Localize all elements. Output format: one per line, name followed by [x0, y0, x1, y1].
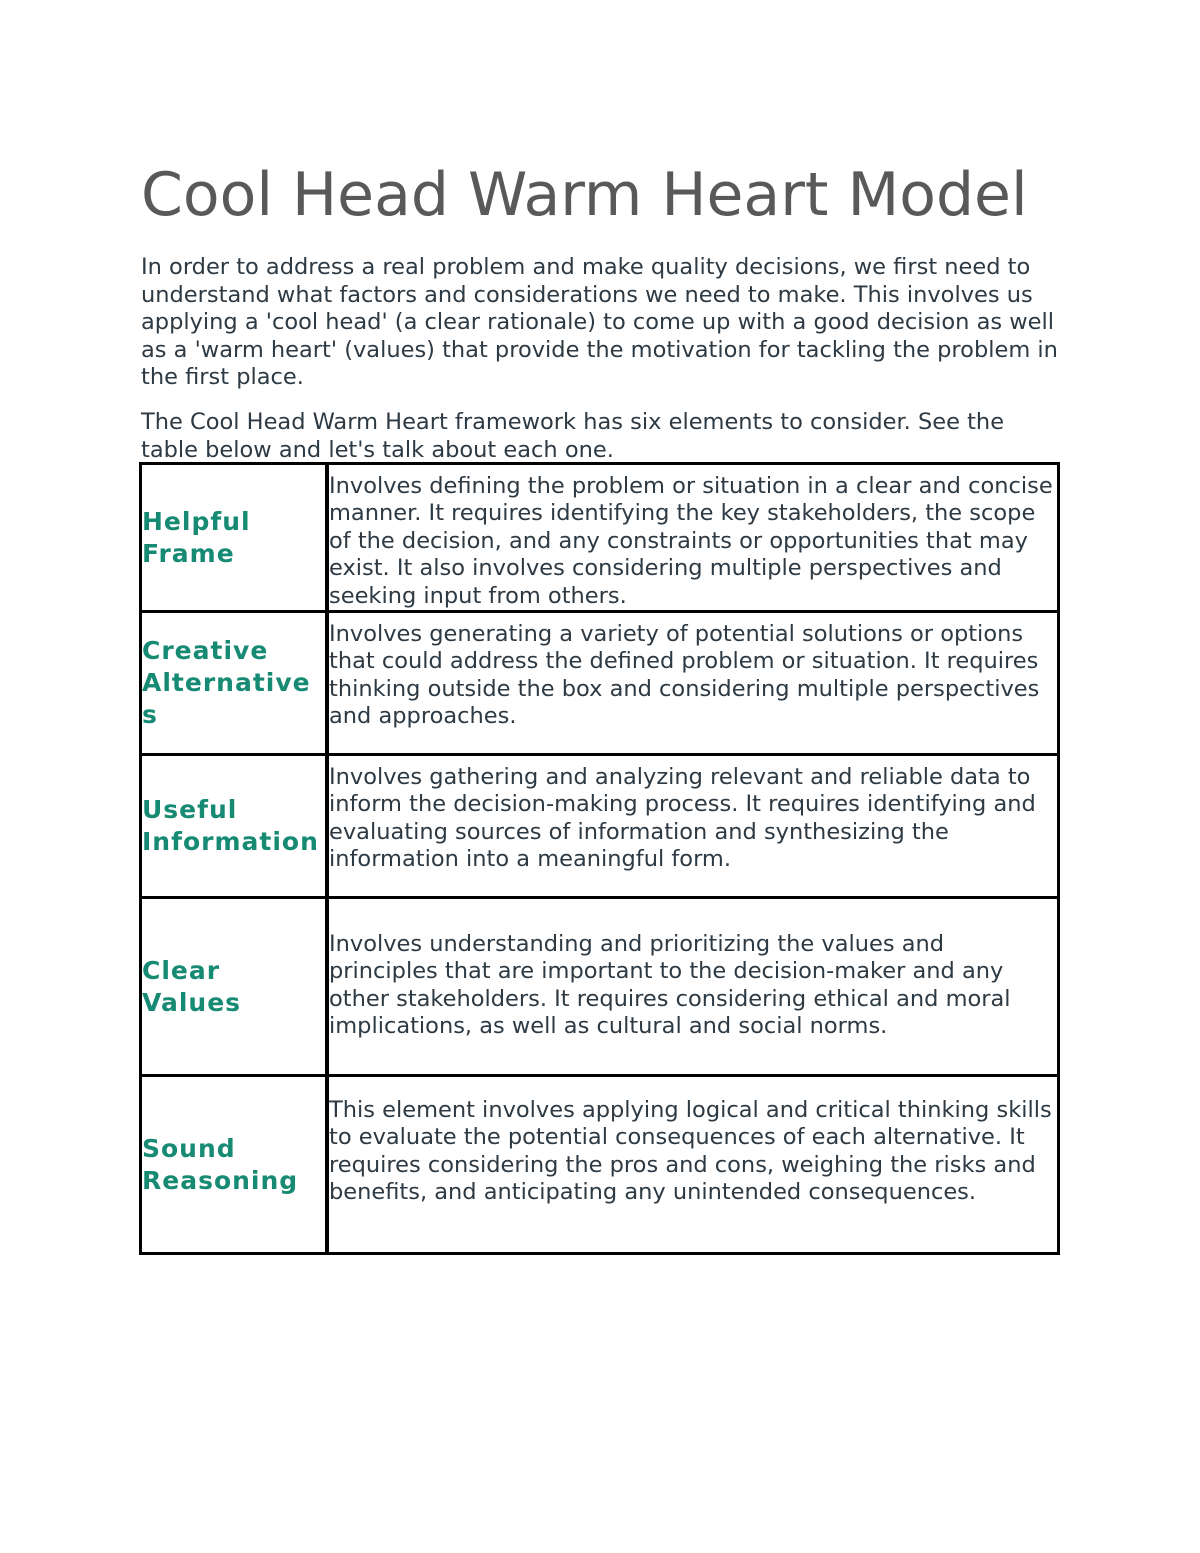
element-description: Involves understanding and prioritizing the values and principles that are important to the decision-maker and any other stakeholders. It requires considering ethical and moral implications, as well as cultural and social norms. [327, 898, 1059, 1076]
intro-paragraph: In order to address a real problem and make quality decisions, we first need to understand what factors and considerations we need to make. This involves us applying a 'cool head' (a clear rationale) to come up with a good decision as well as a 'warm heart' (values) that provide the motivation for tackling the problem in the first place. [141, 254, 1058, 391]
element-label: Helpful Frame [141, 464, 328, 612]
element-label: Useful Information [141, 755, 328, 898]
lead-paragraph: The Cool Head Warm Heart framework has six elements to consider. See the table below and let's talk about each one. [141, 409, 1005, 463]
table-row [141, 755, 1059, 898]
table-row [141, 464, 1059, 612]
element-description: Involves generating a variety of potential solutions or options that could address the defined problem or situation. It requires thinking outside the box and considering multiple perspectives and approaches. [327, 612, 1059, 755]
element-description: This element involves applying logical and critical thinking skills to evaluate the potential consequences of each alternative. It requires considering the pros and cons, weighing the risks and benefits, and anticipating any unintended consequences. [327, 1076, 1059, 1254]
elements-table [139, 462, 1060, 1255]
element-description: Involves gathering and analyzing relevant and reliable data to inform the decision-making process. It requires identifying and evaluating sources of information and synthesizing the information into a meaningful form. [327, 755, 1059, 898]
element-label: Creative Alternatives [141, 612, 328, 755]
element-description: Involves defining the problem or situation in a clear and concise manner. It requires identifying the key stakeholders, the scope of the decision, and any constraints or opportunities that may exist. It also involves considering multiple perspectives and seeking input from others. [327, 464, 1059, 612]
element-label: Clear Values [141, 898, 328, 1076]
table-row [141, 898, 1059, 1076]
table-row [141, 612, 1059, 755]
element-label: Sound Reasoning [141, 1076, 328, 1254]
page-title: Cool Head Warm Heart Model [141, 160, 1028, 230]
table-row [141, 1076, 1059, 1254]
